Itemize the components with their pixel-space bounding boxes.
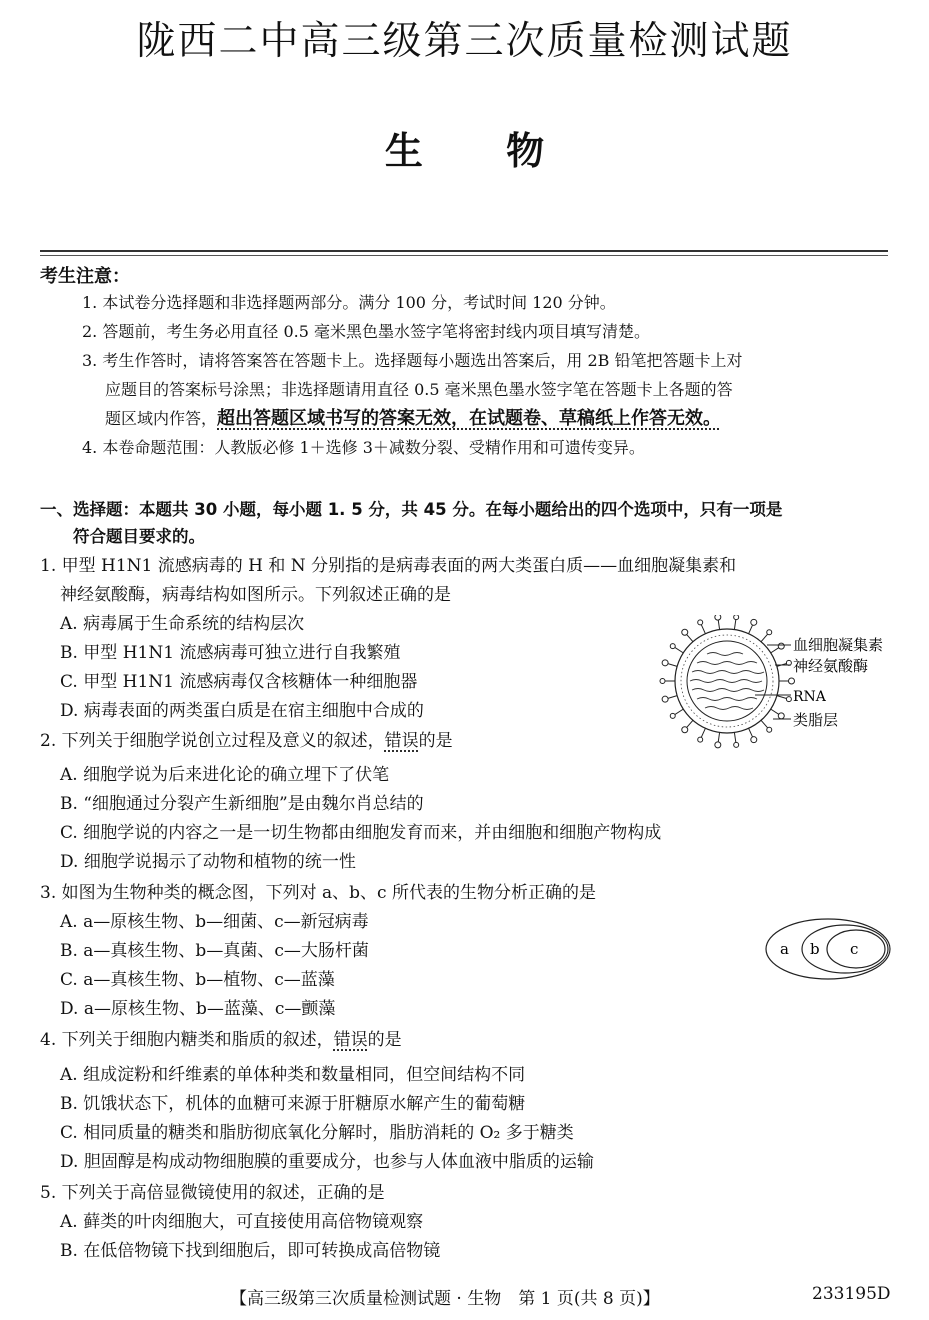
footer-page-info: 【高三级第三次质量检测试题 · 生物 第 1 页(共 8 页)】 — [230, 1289, 660, 1309]
q4-stem-end: 的是 — [367, 1030, 402, 1050]
notice-emphasis: 超出答题区域书写的答案无效，在试题卷、草稿纸上作答无效。 — [217, 408, 722, 429]
q3-option-b: B. a—真核生物、b—真菌、c—大肠杆菌 — [60, 941, 369, 961]
q5-option-a: A. 藓类的叶肉细胞大，可直接使用高倍物镜观察 — [60, 1212, 424, 1232]
label-c: c — [850, 940, 859, 958]
q4-stem-text: 4. 下列关于细胞内糖类和脂质的叙述， — [40, 1030, 334, 1050]
q2-option-d: D. 细胞学说揭示了动物和植物的统一性 — [60, 852, 356, 872]
subject-title: 生 物 — [384, 128, 545, 173]
q5-option-b: B. 在低倍物镜下找到细胞后，即可转换成高倍物镜 — [60, 1241, 441, 1261]
neuraminidase-spike — [698, 620, 703, 625]
label-rna: RNA — [793, 689, 826, 705]
notice-item-3-line3 — [105, 404, 895, 433]
label-hemagglutinin: 血细胞凝集素 — [793, 636, 884, 654]
surface-spike-stem — [675, 647, 683, 652]
neuraminidase-spike — [734, 615, 739, 620]
surface-spike-stem — [771, 709, 779, 714]
q3-option-a: A. a—原核生物、b—细菌、c—新冠病毒 — [60, 912, 369, 932]
surface-spike-stem — [668, 664, 678, 667]
surface-spike-stem — [686, 634, 693, 642]
section-heading-line2: 符合题目要求的。 — [73, 527, 205, 546]
surface-spike-stem — [675, 709, 683, 714]
footer-paper-code: 233195D — [812, 1284, 891, 1304]
q1-option-a: A. 病毒属于生命系统的结构层次 — [60, 614, 305, 634]
notice-item-3-line2: 应题目的答案标号涂黑；非选择题请用直径 0.5 毫米黑色墨水签字笔在答题卡上各题的答 — [105, 380, 733, 399]
surface-spike-stem — [771, 647, 779, 652]
header-rule-thin — [40, 255, 888, 256]
q3-option-c: C. a—真核生物、b—植物、c—蓝藻 — [60, 970, 335, 990]
label-neuraminidase: 神经氨酸酶 — [793, 657, 869, 675]
q2-option-a: A. 细胞学说为后来进化论的确立埋下了伏笔 — [60, 765, 390, 785]
q1-option-b: B. 甲型 H1N1 流感病毒可独立进行自我繁殖 — [60, 643, 401, 663]
notice-item-3-line3-plain: 题区域内作答， — [105, 409, 218, 428]
surface-spike-stem — [668, 696, 678, 699]
header-rule-thick — [40, 250, 888, 252]
notice-item-4: 4. 本卷命题范围：人教版必修 1＋选修 3＋减数分裂、受精作用和可遗传变异。 — [82, 438, 645, 457]
notice-item-2: 2. 答题前，考生务必用直径 0.5 毫米黑色墨水签字笔将密封线内项目填写清楚。 — [82, 322, 650, 341]
label-a: a — [780, 940, 789, 958]
neuraminidase-spike — [786, 697, 791, 702]
q5-stem: 5. 下列关于高倍显微镜使用的叙述，正确的是 — [40, 1183, 385, 1203]
q1-option-c: C. 甲型 H1N1 流感病毒仅含核糖体一种细胞器 — [60, 672, 418, 692]
q2-stem-emphasis: 错误 — [384, 731, 419, 751]
notice-item-3: 3. 考生作答时，请将答案答在答题卡上。选择题每小题选出答案后，用 2B 铅笔把答题卡上对 — [82, 351, 743, 370]
q4-stem-emphasis: 错误 — [333, 1030, 368, 1050]
q4-option-c: C. 相同质量的糖类和脂肪彻底氧化分解时，脂肪消耗的 O₂ 多于糖类 — [60, 1123, 574, 1143]
hemagglutinin-spike — [662, 696, 668, 702]
q2-stem-text: 2. 下列关于细胞学说创立过程及意义的叙述， — [40, 731, 385, 751]
section-heading-line1: 一、选择题：本题共 30 小题，每小题 1. 5 分，共 45 分。在每小题给出的四个选项中，只有一项是 — [40, 500, 783, 519]
concept-diagram — [760, 915, 900, 985]
rna-core — [690, 653, 764, 710]
hemagglutinin-spike — [778, 713, 784, 719]
q4-option-d: D. 胆固醇是构成动物细胞膜的重要成分，也参与人体血液中脂质的运输 — [60, 1152, 594, 1172]
neuraminidase-spike — [660, 679, 665, 684]
q2-stem-end: 的是 — [418, 731, 453, 751]
q2-option-c: C. 细胞学说的内容之一是一切生物都由细胞发育而来，并由细胞和细胞产物构成 — [60, 823, 662, 843]
hemagglutinin-spike — [715, 615, 721, 620]
exam-title: 陇西二中高三级第三次质量检测试题 — [136, 19, 793, 64]
neuraminidase-spike — [670, 713, 675, 718]
hemagglutinin-spike — [778, 643, 784, 649]
hemagglutinin-spike — [662, 660, 668, 666]
q2-option-b: B. “细胞通过分裂产生新细胞”是由魏尔肖总结的 — [60, 794, 424, 814]
q4-stem — [40, 1026, 895, 1055]
surface-spike-stem — [749, 625, 753, 634]
surface-spike-stem — [734, 620, 735, 630]
hemagglutinin-spike — [789, 678, 795, 684]
q3-stem: 3. 如图为生物种类的概念图，下列对 a、b、c 所代表的生物分析正确的是 — [40, 883, 596, 903]
notice-item-1: 1. 本试卷分选择题和非选择题两部分。满分 100 分，考试时间 120 分钟。 — [82, 293, 616, 312]
q3-option-d: D. a—原核生物、b—蓝藻、c—颤藻 — [60, 999, 336, 1019]
q1-option-d: D. 病毒表面的两类蛋白质是在宿主细胞中合成的 — [60, 701, 424, 721]
surface-spike-stem — [761, 634, 768, 642]
q1-stem-line1: 1. 甲型 H1N1 流感病毒的 H 和 N 分别指的是病毒表面的两大类蛋白质——血细胞凝集素和 — [40, 556, 737, 576]
hemagglutinin-spike — [751, 619, 757, 625]
surface-spike-stem — [777, 696, 787, 699]
notice-heading: 考生注意： — [40, 266, 130, 287]
q4-option-b: B. 饥饿状态下，机体的血糖可来源于肝糖原水解产生的葡萄糖 — [60, 1094, 526, 1114]
q2-stem — [40, 727, 895, 756]
neuraminidase-spike — [767, 630, 772, 635]
neuraminidase-spike — [670, 644, 675, 649]
label-b: b — [810, 940, 820, 958]
q4-option-a: A. 组成淀粉和纤维素的单体种类和数量相同，但空间结构不同 — [60, 1065, 526, 1085]
label-lipid-layer: 类脂层 — [793, 711, 839, 729]
q1-stem-line2: 神经氨酸酶，病毒结构如图所示。下列叙述正确的是 — [60, 585, 451, 605]
surface-spike-stem — [718, 620, 719, 630]
hemagglutinin-spike — [682, 629, 688, 635]
surface-spike-stem — [701, 625, 705, 634]
